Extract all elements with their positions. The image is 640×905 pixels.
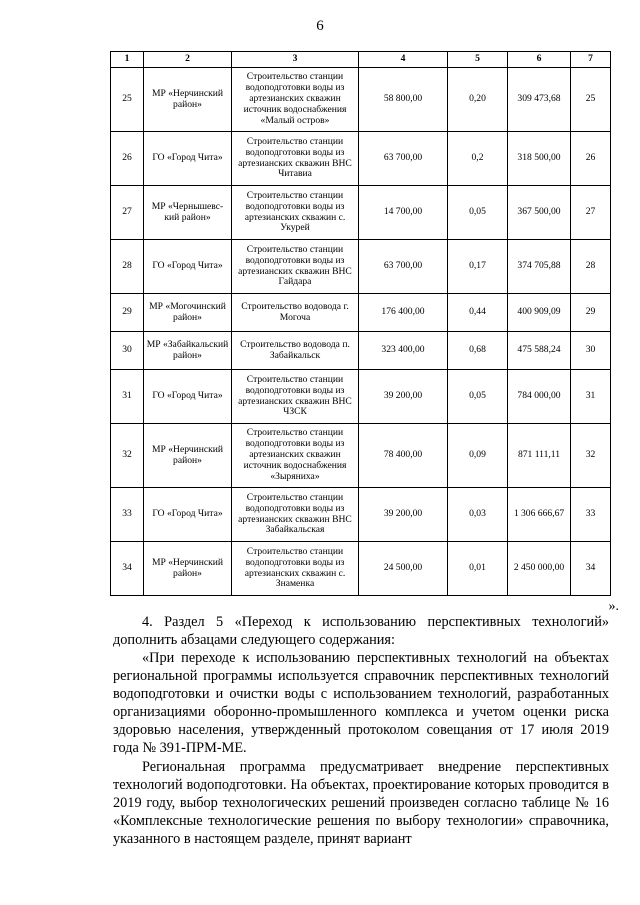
- cost-cell: 24 500,00: [359, 542, 448, 596]
- cost-cell: 78 400,00: [359, 424, 448, 488]
- column-header: 4: [359, 52, 448, 68]
- municipality-cell: МР «Забайкальский район»: [144, 332, 232, 370]
- rank-cell: 26: [571, 132, 611, 186]
- municipality-cell: МР «Чернышевс-кий район»: [144, 186, 232, 240]
- object-cell: Строительство станции водоподготовки воды из артезианских скважин источник водоснабжения «Зыряниха»: [232, 424, 359, 488]
- ratio-cell: 784 000,00: [508, 370, 571, 424]
- municipality-cell: МР «Нерчинский район»: [144, 424, 232, 488]
- cost-cell: 63 700,00: [359, 132, 448, 186]
- cost-cell: 58 800,00: [359, 68, 448, 132]
- table-row: [111, 186, 611, 240]
- ratio-cell: 1 306 666,67: [508, 488, 571, 542]
- object-cell: Строительство станции водоподготовки воды из артезианских скважин источник водоснабжения «Малый остров»: [232, 68, 359, 132]
- row-number: 31: [111, 370, 144, 424]
- table-row: [111, 68, 611, 132]
- object-cell: Строительство водовода п. Забайкальск: [232, 332, 359, 370]
- column-header: 6: [508, 52, 571, 68]
- coefficient-cell: 0,01: [448, 542, 508, 596]
- table-row: [111, 240, 611, 294]
- table-row: [111, 294, 611, 332]
- row-number: 30: [111, 332, 144, 370]
- ratio-cell: 374 705,88: [508, 240, 571, 294]
- rank-cell: 28: [571, 240, 611, 294]
- ratio-cell: 318 500,00: [508, 132, 571, 186]
- municipality-cell: ГО «Город Чита»: [144, 370, 232, 424]
- rank-cell: 32: [571, 424, 611, 488]
- column-header: 2: [144, 52, 232, 68]
- projects-table: [110, 51, 611, 596]
- object-cell: Строительство станции водоподготовки воды из артезианских скважин ВНС Забайкальская: [232, 488, 359, 542]
- ratio-cell: 2 450 000,00: [508, 542, 571, 596]
- coefficient-cell: 0,05: [448, 186, 508, 240]
- table-row: [111, 424, 611, 488]
- coefficient-cell: 0,2: [448, 132, 508, 186]
- row-number: 34: [111, 542, 144, 596]
- column-header: 3: [232, 52, 359, 68]
- coefficient-cell: 0,03: [448, 488, 508, 542]
- row-number: 28: [111, 240, 144, 294]
- object-cell: Строительство станции водоподготовки воды из артезианских скважин с. Укурей: [232, 186, 359, 240]
- object-cell: Строительство станции водоподготовки воды из артезианских скважин ВНС ЧЗСК: [232, 370, 359, 424]
- row-number: 29: [111, 294, 144, 332]
- coefficient-cell: 0,17: [448, 240, 508, 294]
- ratio-cell: 367 500,00: [508, 186, 571, 240]
- row-number: 25: [111, 68, 144, 132]
- body-paragraph: Региональная программа предусматривает внедрение перспективных технологий водоподготовки. На объектах, проектирование которых проводится в 2019 году, выбор технологических решений произведен согласно таблице № 16 «Комплексные технологические решения по выбору технологии» справочника, указанного в настоящем разделе, принят вариант: [113, 759, 609, 847]
- ratio-cell: 871 111,11: [508, 424, 571, 488]
- page-number: 6: [316, 18, 324, 34]
- municipality-cell: МР «Нерчинский район»: [144, 542, 232, 596]
- rank-cell: 30: [571, 332, 611, 370]
- object-cell: Строительство станции водоподготовки воды из артезианских скважин с. Знаменка: [232, 542, 359, 596]
- municipality-cell: ГО «Город Чита»: [144, 240, 232, 294]
- rank-cell: 25: [571, 68, 611, 132]
- column-header: 7: [571, 52, 611, 68]
- coefficient-cell: 0,05: [448, 370, 508, 424]
- rank-cell: 34: [571, 542, 611, 596]
- closing-quote: ».: [608, 599, 619, 614]
- coefficient-cell: 0,68: [448, 332, 508, 370]
- body-paragraph: 4. Раздел 5 «Переход к использованию перспективных технологий» дополнить абзацами следующего содержания:: [113, 614, 609, 648]
- coefficient-cell: 0,09: [448, 424, 508, 488]
- row-number: 32: [111, 424, 144, 488]
- object-cell: Строительство водовода г. Могоча: [232, 294, 359, 332]
- column-header: 5: [448, 52, 508, 68]
- body-paragraph: «При переходе к использованию перспективных технологий на объектах региональной программы используется справочник перспективных технологий водоподготовки и очистки воды с использованием технологий, разработанных организациями оборонно-промышленного комплекса и учетом оценки риска здоровью населения, утвержденный протоколом совещания от 17 июля 2019 года № 391-ПРМ-МЕ.: [113, 650, 609, 756]
- object-cell: Строительство станции водоподготовки воды из артезианских скважин ВНС Гайдара: [232, 240, 359, 294]
- municipality-cell: ГО «Город Чита»: [144, 488, 232, 542]
- row-number: 33: [111, 488, 144, 542]
- table-header-row: [111, 52, 611, 68]
- rank-cell: 29: [571, 294, 611, 332]
- table-row: [111, 488, 611, 542]
- coefficient-cell: 0,44: [448, 294, 508, 332]
- coefficient-cell: 0,20: [448, 68, 508, 132]
- column-header: 1: [111, 52, 144, 68]
- cost-cell: 176 400,00: [359, 294, 448, 332]
- cost-cell: 323 400,00: [359, 332, 448, 370]
- cost-cell: 39 200,00: [359, 370, 448, 424]
- object-cell: Строительство станции водоподготовки воды из артезианских скважин ВНС Читавиа: [232, 132, 359, 186]
- table-row: [111, 332, 611, 370]
- cost-cell: 63 700,00: [359, 240, 448, 294]
- ratio-cell: 475 588,24: [508, 332, 571, 370]
- municipality-cell: МР «Могочинский район»: [144, 294, 232, 332]
- rank-cell: 27: [571, 186, 611, 240]
- table-row: [111, 542, 611, 596]
- ratio-cell: 400 909,09: [508, 294, 571, 332]
- municipality-cell: ГО «Город Чита»: [144, 132, 232, 186]
- rank-cell: 33: [571, 488, 611, 542]
- cost-cell: 39 200,00: [359, 488, 448, 542]
- table-row: [111, 370, 611, 424]
- table-row: [111, 132, 611, 186]
- ratio-cell: 309 473,68: [508, 68, 571, 132]
- row-number: 27: [111, 186, 144, 240]
- cost-cell: 14 700,00: [359, 186, 448, 240]
- rank-cell: 31: [571, 370, 611, 424]
- row-number: 26: [111, 132, 144, 186]
- municipality-cell: МР «Нерчинский район»: [144, 68, 232, 132]
